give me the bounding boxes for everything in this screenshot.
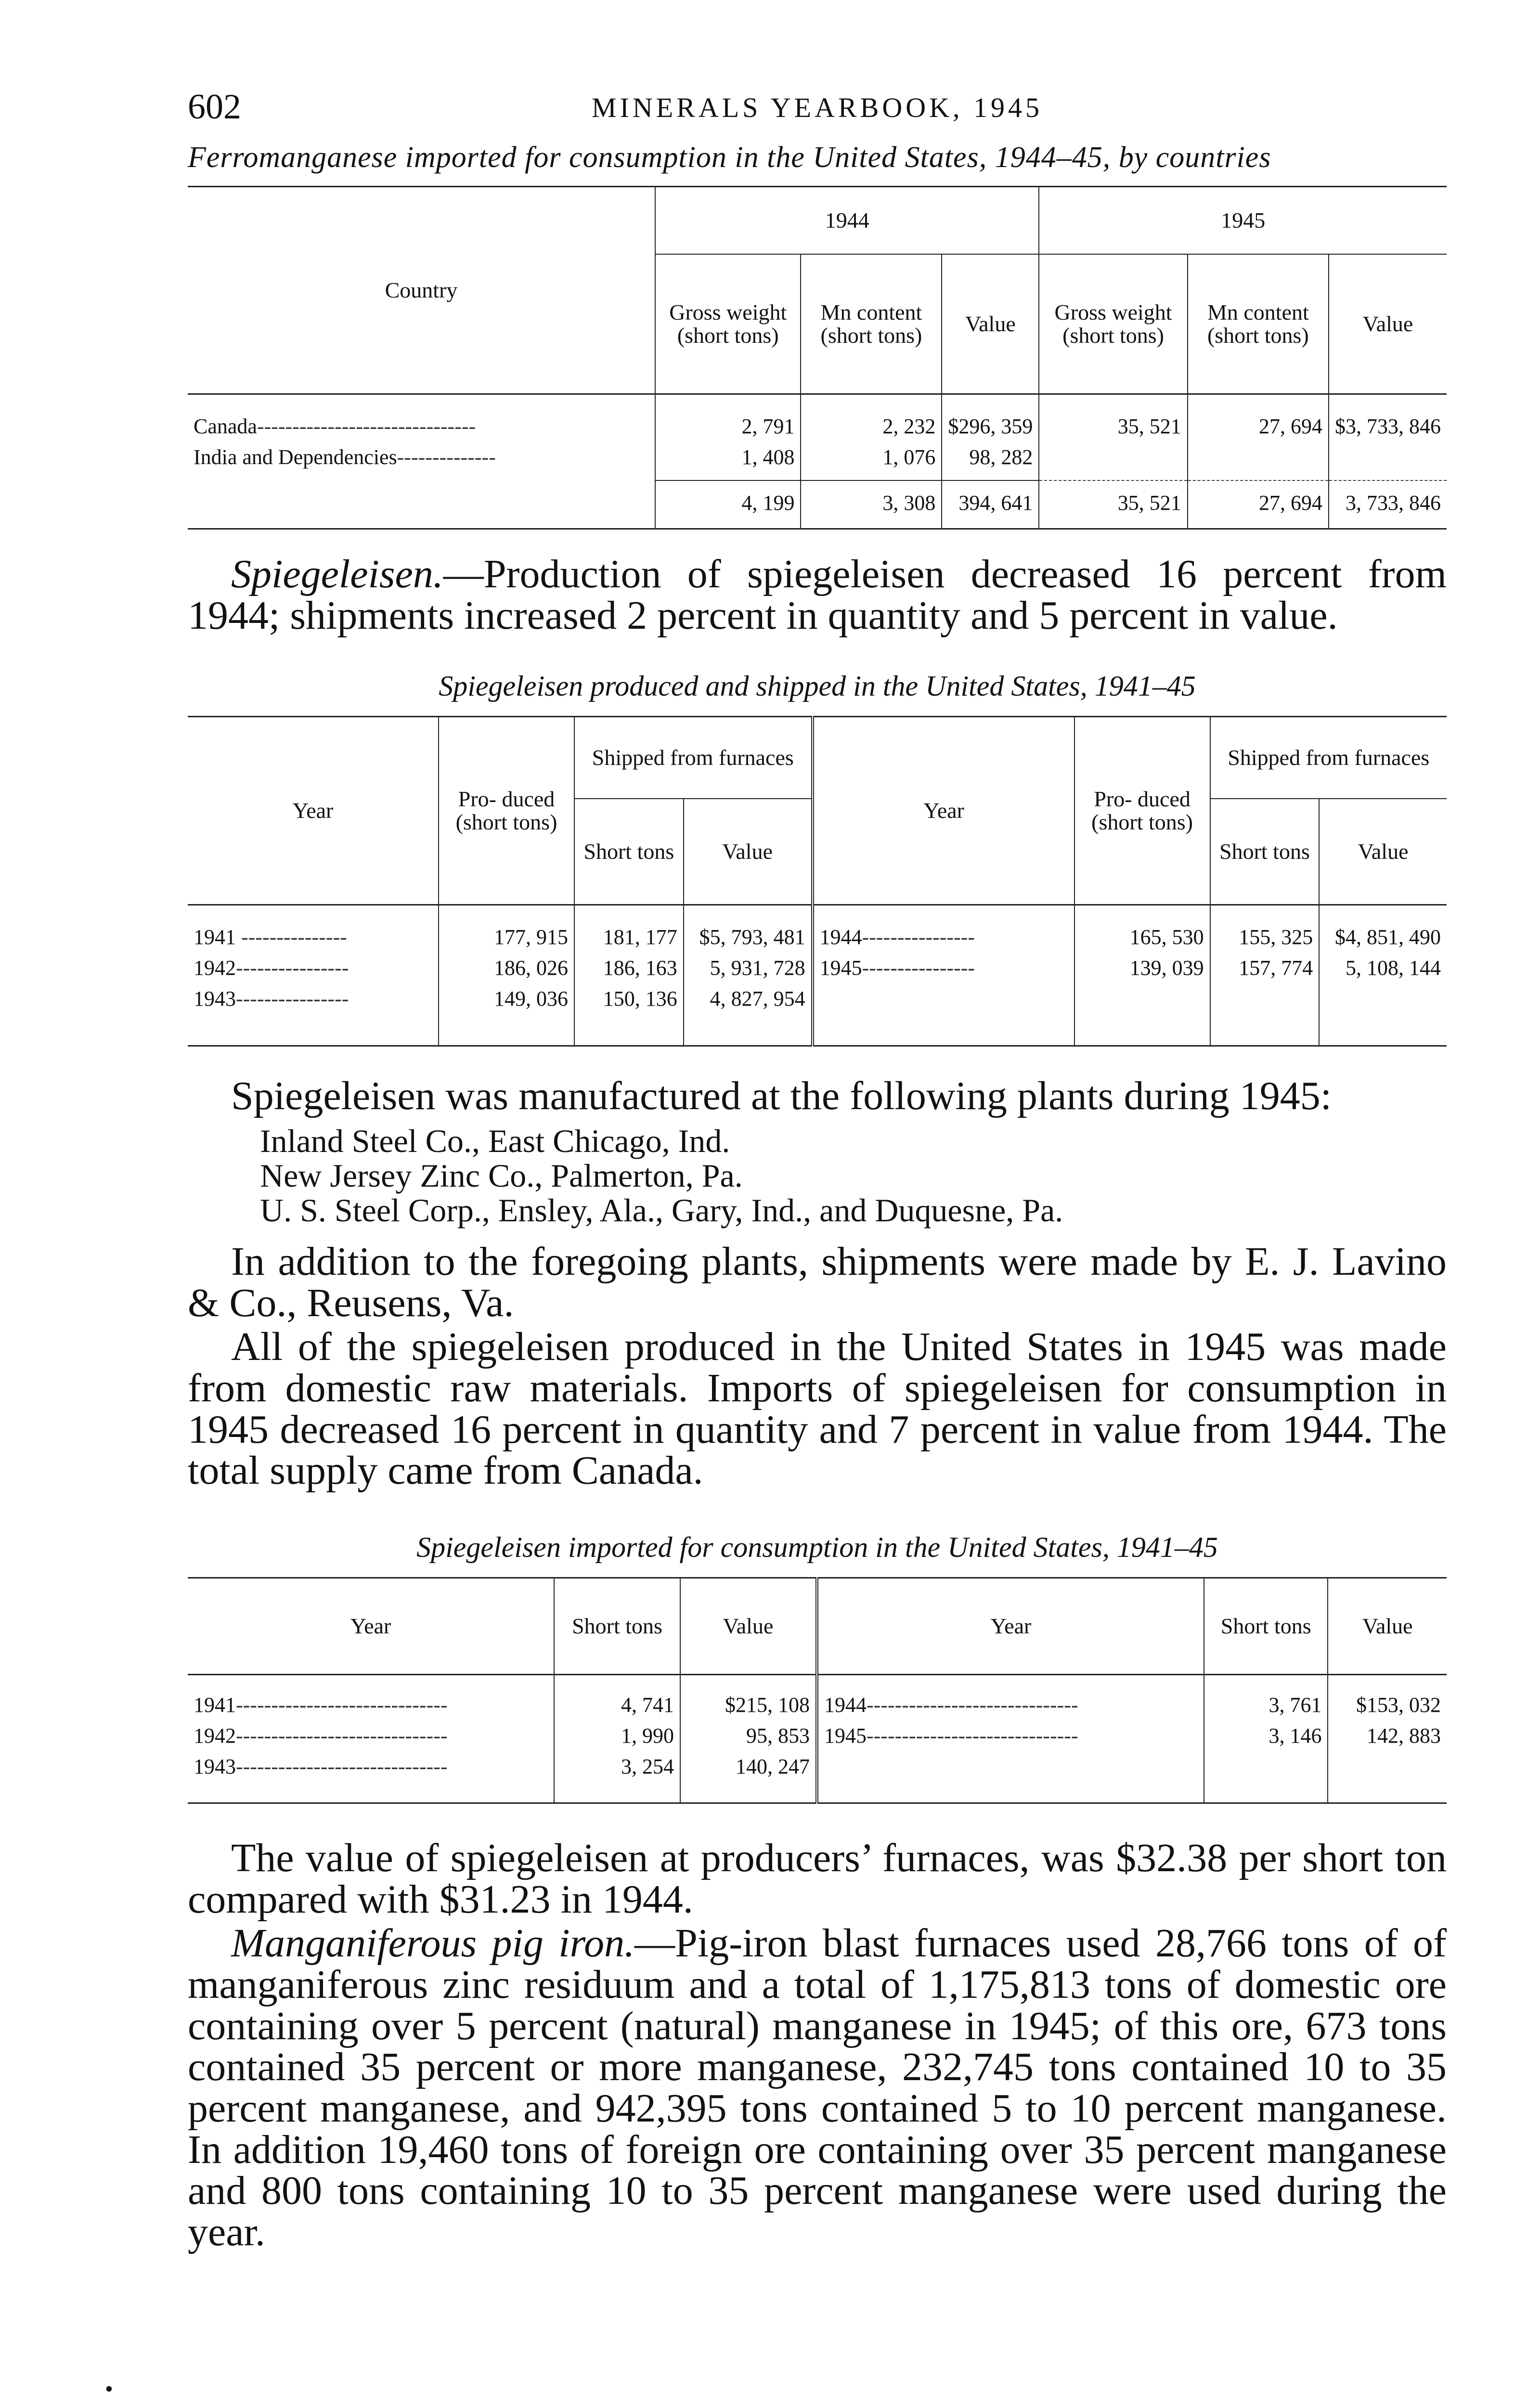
year-label: 1944 — [824, 1693, 867, 1717]
furnace-value-paragraph: The value of spiegeleisen at producers’ furnaces, was $32.38 per short ton compared with $31.23 in 1944. — [188, 1835, 1447, 1922]
col-year-1944: 1944 — [655, 187, 1039, 255]
total-row — [188, 480, 1447, 529]
spiegeleisen-production-table — [188, 716, 1447, 1047]
cell: 2, 791 — [655, 394, 801, 442]
list-item: Inland Steel Co., East Chicago, Ind. — [260, 1122, 730, 1159]
cell: $3, 733, 846 — [1329, 394, 1447, 442]
col-value: Value — [1319, 799, 1447, 905]
cell: 5, 931, 728 — [684, 953, 813, 984]
cell: 1, 408 — [655, 442, 801, 480]
col-value: Value — [1328, 1578, 1447, 1675]
col-value-1945: Value — [1329, 254, 1447, 394]
col-produced: Pro- duced (short tons) — [1074, 717, 1210, 905]
table2-caption: Spiegeleisen produced and shipped in the United States, 1941–45 — [439, 670, 1196, 702]
cell: $296, 359 — [942, 394, 1039, 442]
total-cell: 27, 694 — [1188, 480, 1329, 529]
year-label: 1942 — [194, 1724, 236, 1748]
cell: 3, 761 — [1204, 1675, 1328, 1721]
total-cell: 3, 308 — [801, 480, 942, 529]
cell: 3, 254 — [554, 1751, 680, 1803]
cell: 3, 146 — [1204, 1721, 1328, 1751]
paragraph-text: —Pig-iron blast furnaces used 28,766 tons of of manganiferous zinc residuum and a total of 1,175,813 tons of domestic ore containing over 5 percent (natural) manganese in 1945; of this ore, 673 tons contained 35 percent or more manganese, 232,745 tons contained 10 to 35 percent manganese, and 942,395 tons contained 5 to 10 percent manganese. In addition 19,460 tons of foreign ore containing over 35 percent manganese and 800 tons containing 10 to 35 percent manganese were used during the year. — [188, 1921, 1447, 2254]
lavino-paragraph: In addition to the foregoing plants, shipments were made by E. J. Lavino & Co., Reusens, Va. — [188, 1239, 1447, 1325]
cell: 150, 136 — [574, 984, 684, 1046]
col-country: Country — [188, 187, 655, 394]
col-mn-1944: Mn content (short tons) — [801, 254, 942, 394]
col-gross-1944: Gross weight (short tons) — [655, 254, 801, 394]
total-cell: 394, 641 — [942, 480, 1039, 529]
year-label: 1941 — [194, 1693, 236, 1717]
col-gross-1945: Gross weight (short tons) — [1039, 254, 1187, 394]
spiegeleisen-paragraph — [188, 554, 1447, 636]
cell: 140, 247 — [680, 1751, 817, 1803]
cell: 155, 325 — [1210, 905, 1320, 953]
cell — [1188, 442, 1329, 480]
table-row: 1942---------------- 186, 026 186, 163 5, 931, 728 1945---------------- 139, 039 157, 774 5, 108, 144 — [188, 953, 1447, 984]
cell: $4, 851, 490 — [1319, 905, 1447, 953]
table1-caption: Ferromanganese imported for consumption in the United States, 1944–45, by countries — [188, 141, 1271, 174]
cell: 2, 232 — [801, 394, 942, 442]
plants-list — [260, 1124, 1447, 1228]
cell: $5, 793, 481 — [684, 905, 813, 953]
total-cell: 4, 199 — [655, 480, 801, 529]
list-item: U. S. Steel Corp., Ensley, Ala., Gary, Ind., and Duquesne, Pa. — [260, 1192, 1063, 1229]
cell: 35, 521 — [1039, 394, 1187, 442]
col-value: Value — [684, 799, 813, 905]
page — [188, 82, 1447, 2253]
col-year: Year — [188, 717, 439, 905]
domestic-materials-paragraph: All of the spiegeleisen produced in the United States in 1945 was made from domestic raw materials. Imports of spiegeleisen for consumption in 1945 decreased 16 percent in quantity and 7 percent in value from 1944. The total supply came from Canada. — [188, 1324, 1447, 1493]
year-label: 1945 — [819, 956, 862, 980]
cell: 186, 163 — [574, 953, 684, 984]
col-value-1944: Value — [942, 254, 1039, 394]
cell: 177, 915 — [439, 905, 574, 953]
spiegeleisen-imports-table — [188, 1577, 1447, 1804]
cell: 186, 026 — [439, 953, 574, 984]
year-label: 1941 — [194, 925, 236, 949]
manganiferous-paragraph — [188, 1923, 1447, 2252]
cell: 181, 177 — [574, 905, 684, 953]
table-row: 1942------------------------------ 1, 990 95, 853 1945------------------------------ 3, 146 142, 883 — [188, 1721, 1447, 1751]
year-label: 1943 — [194, 1754, 236, 1778]
margin-dot: • — [105, 2376, 113, 2402]
cell: 4, 827, 954 — [684, 984, 813, 1046]
cell — [1039, 442, 1187, 480]
cell: 165, 530 — [1074, 905, 1210, 953]
cell: 95, 853 — [680, 1721, 817, 1751]
total-cell: 35, 521 — [1039, 480, 1187, 529]
cell: $215, 108 — [680, 1675, 817, 1721]
cell: 149, 036 — [439, 984, 574, 1046]
running-head: MINERALS YEARBOOK, 1945 — [591, 92, 1043, 123]
page-header — [188, 82, 1447, 135]
plants-intro: Spiegeleisen was manufactured at the following plants during 1945: — [231, 1074, 1332, 1119]
cell: 4, 741 — [554, 1675, 680, 1721]
cell: 5, 108, 144 — [1319, 953, 1447, 984]
cell: 27, 694 — [1188, 394, 1329, 442]
cell: 139, 039 — [1074, 953, 1210, 984]
year-label: 1944 — [819, 925, 862, 949]
cell: $153, 032 — [1328, 1675, 1447, 1721]
col-value: Value — [680, 1578, 817, 1675]
table-row: Canada------------------------------- 2, 791 2, 232 $296, 359 35, 521 27, 694 $3, 733, 846 — [188, 394, 1447, 442]
col-year: Year — [813, 717, 1074, 905]
cell: 98, 282 — [942, 442, 1039, 480]
col-short-tons: Short tons — [1204, 1578, 1328, 1675]
table-row: 1943---------------- 149, 036 150, 136 4, 827, 954 — [188, 984, 1447, 1046]
section-lead: Manganiferous pig iron. — [231, 1921, 635, 1966]
cell: 157, 774 — [1210, 953, 1320, 984]
year-label: 1945 — [824, 1724, 867, 1748]
paragraph-text: —Production of spiegeleisen decreased 16 percent from 1944; shipments increased 2 percent in quantity and 5 percent in value. — [188, 552, 1447, 638]
country-name: Canada — [194, 414, 257, 439]
year-label: 1942 — [194, 956, 236, 980]
cell: 142, 883 — [1328, 1721, 1447, 1751]
col-produced: Pro- duced (short tons) — [439, 717, 574, 905]
table3-caption: Spiegeleisen imported for consumption in the United States, 1941–45 — [416, 1531, 1218, 1564]
cell: 1, 076 — [801, 442, 942, 480]
col-mn-1945: Mn content (short tons) — [1188, 254, 1329, 394]
col-shipped: Shipped from furnaces — [574, 717, 813, 799]
col-short-tons: Short tons — [574, 799, 684, 905]
country-name: India and Dependencies — [194, 445, 397, 469]
ferromanganese-table — [188, 186, 1447, 530]
cell — [1329, 442, 1447, 480]
table-row: 1943------------------------------ 3, 254 140, 247 — [188, 1751, 1447, 1803]
page-number: 602 — [188, 87, 241, 127]
col-year: Year — [817, 1578, 1204, 1675]
col-year-1945: 1945 — [1039, 187, 1447, 255]
list-item: New Jersey Zinc Co., Palmerton, Pa. — [260, 1157, 743, 1194]
total-cell: 3, 733, 846 — [1329, 480, 1447, 529]
table-row: India and Dependencies-------------- 1, 408 1, 076 98, 282 — [188, 442, 1447, 480]
col-year: Year — [188, 1578, 554, 1675]
year-label: 1943 — [194, 987, 236, 1011]
table-row: 1941 --------------- 177, 915 181, 177 $5, 793, 481 1944---------------- 165, 530 155, 325 $4, 851, 490 — [188, 905, 1447, 953]
col-short-tons: Short tons — [1210, 799, 1320, 905]
table-row: 1941------------------------------ 4, 741 $215, 108 1944------------------------------ 3, 761 $153, 032 — [188, 1675, 1447, 1721]
section-lead: Spiegeleisen. — [231, 552, 443, 597]
col-shipped: Shipped from furnaces — [1210, 717, 1447, 799]
col-short-tons: Short tons — [554, 1578, 680, 1675]
cell: 1, 990 — [554, 1721, 680, 1751]
